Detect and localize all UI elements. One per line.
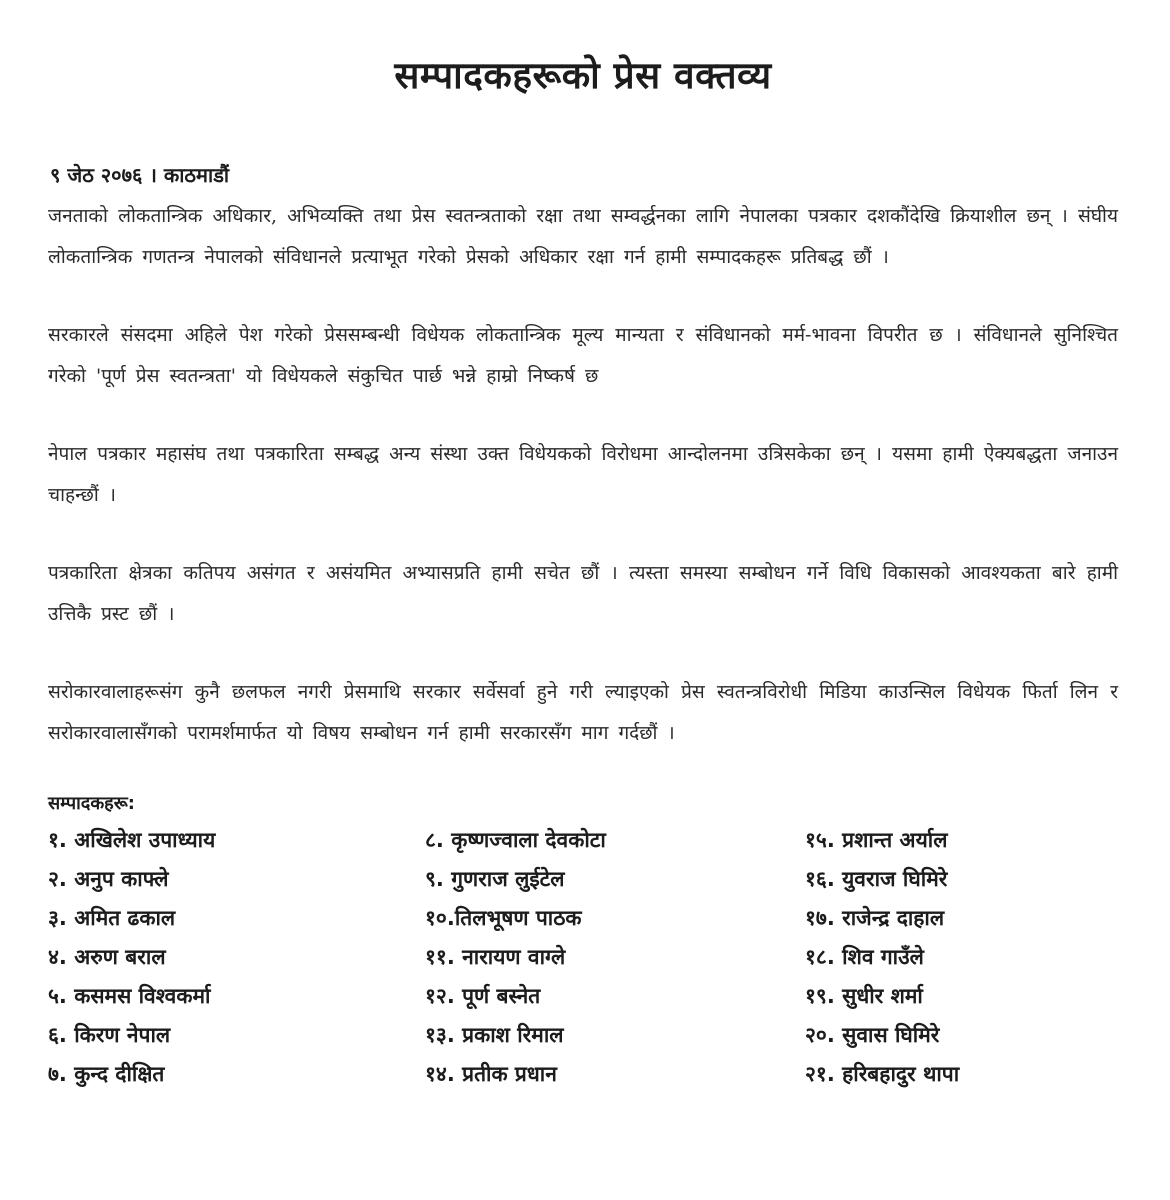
signatory: १६. युवराज घिमिरे	[805, 867, 948, 891]
statement-paragraph-5: सरोकारवालाहरूसंग कुनै छलफल नगरी प्रेसमाथि सरकार सर्वेसर्वा हुने गरी ल्याइएको प्रेस स्वतन्त्रविरोधी मिडिया काउन्सिल विधेयक फिर्ता लिन र सरोकारवालासँगको परामर्शमार्फत यो विषय सम्बोधन गर्न हामी सरकारसँग माग गर्दछौं ।	[48, 681, 1118, 744]
signatories-list	[48, 821, 1118, 1094]
signatory: १४. प्रतीक प्रधान	[425, 1062, 557, 1086]
signatory: ११. नारायण वाग्ले	[425, 945, 566, 969]
signatory: ३. अमित ढकाल	[48, 906, 176, 930]
signatory: ७. कुन्द दीक्षित	[48, 1062, 165, 1086]
statement-paragraph-2: सरकारले संसदमा अहिले पेश गरेको प्रेससम्बन्धी विधेयक लोकतान्त्रिक मूल्य मान्यता र संविधानको मर्म-भावना विपरीत छ । संविधानले सुनिश्चित गरेको 'पूर्ण प्रेस स्वतन्त्रता' यो विधेयकले संकुचित पार्छ भन्ने हाम्रो निष्कर्ष छ	[48, 324, 1118, 387]
signatory: १०.तिलभूषण पाठक	[425, 906, 582, 930]
signatory: ८. कृष्णज्वाला देवकोटा	[425, 828, 606, 852]
signatories-column-1	[48, 821, 425, 1094]
signatory: २१. हरिबहादुर थापा	[805, 1062, 960, 1086]
signatory: १. अखिलेश उपाध्याय	[48, 828, 216, 852]
signatory: ६. किरण नेपाल	[48, 1023, 171, 1047]
signatory: १२. पूर्ण बस्नेत	[425, 984, 541, 1008]
signatory: २०. सुवास घिमिरे	[805, 1023, 940, 1047]
signatory: २. अनुप काफ्ले	[48, 867, 169, 891]
statement-paragraph-3: नेपाल पत्रकार महासंघ तथा पत्रकारिता सम्बद्ध अन्य संस्था उक्त विधेयकको विरोधमा आन्दोलनमा उत्रिसकेका छन् । यसमा हामी ऐक्यबद्धता जनाउन चाहन्छौं ।	[48, 443, 1118, 506]
signatory: ४. अरुण बराल	[48, 945, 166, 969]
page-title: सम्पादकहरूको प्रेस वक्तव्य	[394, 54, 772, 97]
statement-paragraph-4: पत्रकारिता क्षेत्रका कतिपय असंगत र असंयमित अभ्यासप्रति हामी सचेत छौं । त्यस्ता समस्या सम्बोधन गर्ने विधि विकासको आवश्यकता बारे हामी उत्तिकै प्रस्ट छौं ।	[48, 562, 1118, 625]
signatories-column-3	[805, 821, 1105, 1094]
signatories-heading: सम्पादकहरू:	[48, 793, 135, 814]
signatory: १५. प्रशान्त अर्याल	[805, 828, 948, 852]
dateline: ९ जेठ २०७६ । काठमाडौं	[50, 163, 230, 187]
signatory: १९. सुधीर शर्मा	[805, 984, 923, 1008]
signatory: १७. राजेन्द्र दाहाल	[805, 906, 945, 930]
signatory: १३. प्रकाश रिमाल	[425, 1023, 564, 1047]
signatories-column-2	[425, 821, 805, 1094]
statement-paragraph-1: जनताको लोकतान्त्रिक अधिकार, अभिव्यक्ति तथा प्रेस स्वतन्त्रताको रक्षा तथा सम्वर्द्धनका लागि नेपालका पत्रकार दशकौंदेखि क्रियाशील छन् । संघीय लोकतान्त्रिक गणतन्त्र नेपालको संविधानले प्रत्याभूत गरेको प्रेसको अधिकार रक्षा गर्न हामी सम्पादकहरू प्रतिबद्ध छौं ।	[48, 205, 1118, 268]
signatory: १८. शिव गाउँले	[805, 945, 924, 969]
signatory: ५. कसमस विश्वकर्मा	[48, 984, 211, 1008]
signatory: ९. गुणराज लुईटेल	[425, 867, 565, 891]
